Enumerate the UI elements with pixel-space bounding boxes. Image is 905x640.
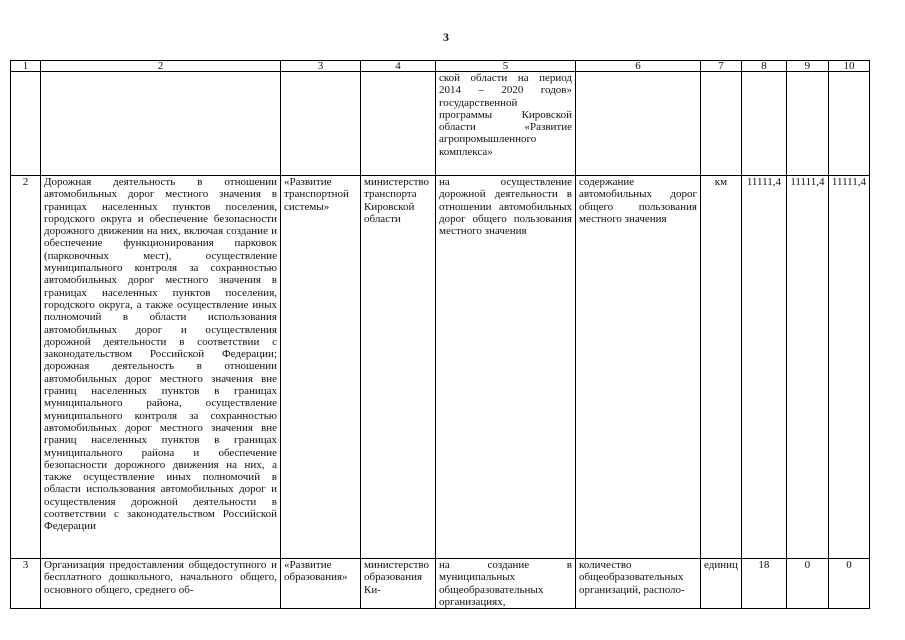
ministry-cell: министерство образования Ки-	[361, 559, 436, 609]
indicator-cell: количество общеобразовательных организаций, располо-	[576, 559, 701, 609]
value-cell: 11111,4	[828, 176, 869, 559]
page-number: 3	[443, 30, 449, 44]
program-cell: «Развитие образования»	[281, 559, 361, 609]
ministry-cell: министерство транспорта Кировской области	[361, 176, 436, 559]
unit-cell: км	[701, 176, 742, 559]
table-row	[11, 176, 870, 559]
column-header: 1	[11, 61, 41, 72]
header-row	[11, 61, 870, 72]
value-cell	[828, 72, 869, 176]
table-row	[11, 72, 870, 176]
program-cell	[281, 72, 361, 176]
authority-cell: Дорожная деятельность в отношении автомобильных дорог местного значения в границах населенных пунктов поселения, городского округа и обеспечение безопасности дорожного движения на них, включая создание и обеспечение функционирования парковок (парковочных мест), осуществление муниципального контроля за сохранностью автомобильных дорог местного значения в границах населенных пунктов поселения, городского округа, а также осуществление иных полномочий в области использования автомобильных дорог и осуществления дорожной деятельности в соответствии с законодательством Российской Федерации; дорожная деятельность в отношении автомобильных дорог местного значения вне границ населенных пунктов в границах муниципального района, осуществление муниципального контроля за сохранностью автомобильных дорог местного значения вне границ населенных пунктов в границах муниципального района и обеспечение безопасности дорожного движения на них, а также осуществление иных полномочий в области использования автомобильных дорог и осуществления дорожной деятельности в соответствии с законодательством Российской Федерации	[41, 176, 281, 559]
purpose-cell: ской области на период 2014 – 2020 годов» государственной программы Кировской области «Развитие агропромышленного комплекса»	[436, 72, 576, 176]
value-cell: 0	[828, 559, 869, 609]
value-cell: 18	[741, 559, 786, 609]
column-header: 5	[436, 61, 576, 72]
value-cell: 0	[786, 559, 828, 609]
unit-cell: единиц	[701, 559, 742, 609]
table-row	[11, 559, 870, 609]
column-header: 2	[41, 61, 281, 72]
data-table	[10, 60, 870, 609]
column-header: 3	[281, 61, 361, 72]
value-cell	[741, 72, 786, 176]
ministry-cell	[361, 72, 436, 176]
program-cell: «Развитие транспортной системы»	[281, 176, 361, 559]
value-cell	[786, 72, 828, 176]
column-header: 4	[361, 61, 436, 72]
indicator-cell	[576, 72, 701, 176]
value-cell: 11111,4	[741, 176, 786, 559]
purpose-cell: на осуществление дорожной деятельности в отношении автомобильных дорог общего пользования местного значения	[436, 176, 576, 559]
row-number-cell	[11, 72, 41, 176]
purpose-cell: на создание в муниципальных общеобразовательных организациях,	[436, 559, 576, 609]
indicator-cell: содержание автомобильных дорог общего пользования местного значения	[576, 176, 701, 559]
row-number-cell: 3	[11, 559, 41, 609]
column-header: 7	[701, 61, 742, 72]
column-header: 8	[741, 61, 786, 72]
value-cell: 11111,4	[786, 176, 828, 559]
authority-cell	[41, 72, 281, 176]
column-header: 6	[576, 61, 701, 72]
row-number-cell: 2	[11, 176, 41, 559]
authority-cell: Организация предоставления общедоступного и бесплатного дошкольного, начального общего, основного общего, среднего об-	[41, 559, 281, 609]
column-header: 10	[828, 61, 869, 72]
unit-cell	[701, 72, 742, 176]
column-header: 9	[786, 61, 828, 72]
